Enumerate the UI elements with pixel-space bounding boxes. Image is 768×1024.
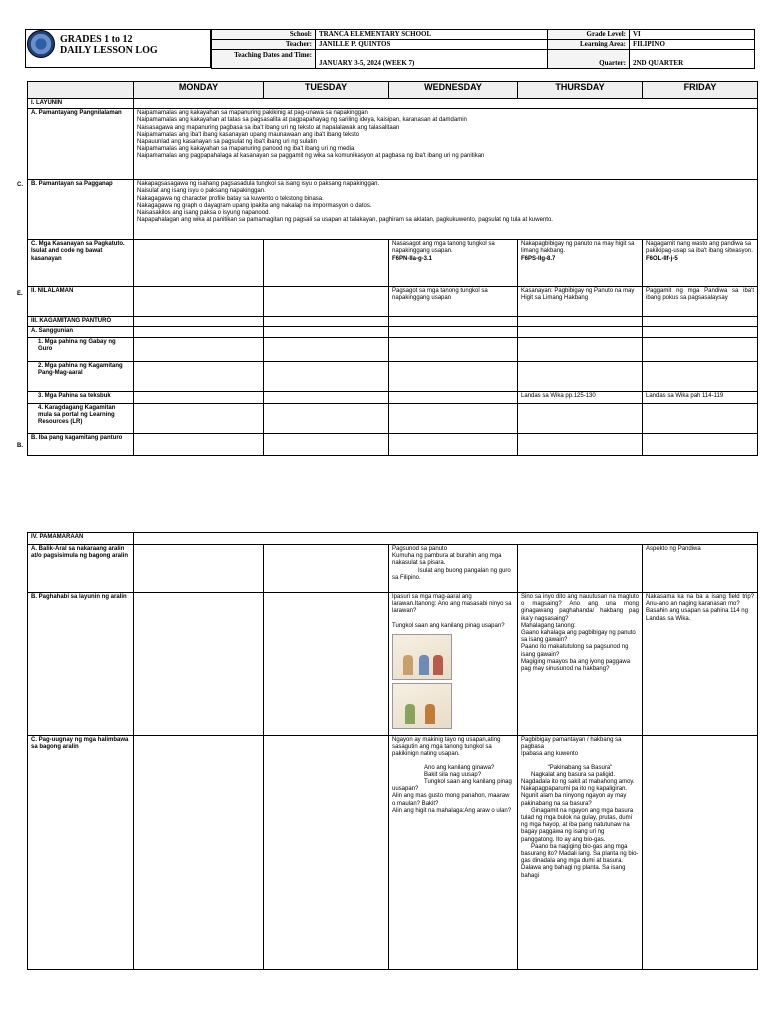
teksbuk-label: 3. Mga Pahina sa teksbuk — [28, 391, 134, 403]
list-item: Nakapagsasagawa ng isahang pagsasadula tungkol sa isang isyu o paksang napakinggan. — [137, 181, 380, 188]
list-item: Nakagagawa ng character profile batay sa kuwento o tekstong binasa. — [137, 195, 324, 202]
conversation-illustration — [392, 634, 514, 732]
iba-pang-kagamitan-label: B. Iba pang kagamitang panturo — [28, 433, 134, 455]
pamantayang-pangnilalaman-list — [134, 109, 758, 180]
list-item: Nakagagawa ng graph o dayagram upang ipakita ang nakalap na impormasyon o datos. — [137, 202, 372, 209]
day-wednesday: WEDNESDAY — [389, 82, 518, 99]
day-thursday: THURSDAY — [518, 82, 643, 99]
paghahabi-wed: Ipasuri sa mga mag-aaral ang larawan.Itanong: Ano ang masasabi ninyo sa larawan? Tungkol saan ang kanilang pinag usapan? — [389, 593, 518, 736]
school-label: School: — [212, 30, 316, 40]
nilalaman-thu: Kasanayan: Pagbibigay ng Panuto na may Higit sa Limang Hakbang — [518, 287, 643, 317]
deped-seal-icon — [27, 30, 55, 58]
pamantayan-sa-pagganap-label: B. Pamantayan sa Pagganap — [28, 180, 134, 240]
school-value: TRANCA ELEMENTARY SCHOOL — [316, 30, 548, 40]
list-item: Naisasakilos ang isang paksa o isyung napanood. — [137, 210, 271, 217]
margin-mark-e: E. — [17, 291, 23, 297]
competency-code: F6OL-IIf-j-5 — [646, 255, 678, 262]
quarter-label: Quarter: — [548, 50, 630, 69]
list-item: Naipamamalas ang pagpapahalaga at kasanayan sa paggamit ng wika sa komunikasyon at pagbasa ng iba't ibang uri ng panitikan — [137, 153, 485, 160]
section-kagamitang-panturo: III. KAGAMITANG PANTURO — [28, 317, 134, 327]
kasanayan-fri: Nagagamit nang wasto ang pandiwa sa pakikipag-usap sa iba't ibang sitwasyon. F6OL-IIf-j-5 — [643, 240, 758, 287]
header-info-table — [211, 29, 755, 69]
grade-label: Grade Level: — [548, 30, 630, 40]
teksbuk-thu: Landas sa Wika pp.125-130 — [518, 391, 643, 403]
balik-aral-label: A. Balik-Aral sa nakaraang aralin at/o pagsisimula ng bagong aralin — [28, 545, 134, 593]
margin-mark-c: C. — [17, 182, 23, 188]
pamantayang-pangnilalaman-label: A. Pamantayang Pangnilalaman — [28, 109, 134, 180]
corner-cell — [28, 82, 134, 99]
balik-aral-fri: Aspekto ng Pandiwa — [643, 545, 758, 593]
section-pamamaraan: IV. PAMAMARAAN — [28, 533, 134, 545]
kasanayan-thu: Nakapagbibigay ng panuto na may higit sa limang hakbang. F6PS-IIg-8.7 — [518, 240, 643, 287]
kasanayan-label: C. Mga Kasanayan sa Pagkatuto. Isulat and code ng bawat kasanayan — [28, 240, 134, 287]
teacher-label: Teacher: — [212, 40, 316, 50]
title-line-1: GRADES 1 to 12 — [60, 34, 133, 45]
nilalaman-wed: Pagsagot sa mga tanong tungkol sa napakinggang usapan — [389, 287, 518, 317]
list-item: Naipamamalas ang kakayahan sa mapanuring panood ng iba't ibang uri ng media — [137, 146, 355, 153]
kagamitang-pang-mag-aaral-label: 2. Mga pahina ng Kagamitang Pang-Mag-aaral — [28, 361, 134, 391]
day-monday: MONDAY — [134, 82, 264, 99]
list-item: Napauunlad ang kasanayan sa pagsulat ng iba't ibang uri ng sulatin — [137, 139, 317, 146]
area-value: FILIPINO — [630, 40, 755, 50]
list-item: Naisulat ang isang isyu o paksang napakinggan. — [137, 188, 266, 195]
competency-code: F6PS-IIg-8.7 — [521, 255, 556, 262]
day-tuesday: TUESDAY — [264, 82, 389, 99]
paghahabi-fri: Nakasama ka na ba a isang field trip? Anu-ano an naging karanasan mo? Basahin ang usapan sa pahina 114 ng Landas sa Wika. — [643, 593, 758, 736]
balik-aral-wed: Pagsunod sa panuto Kumuha ng pambura at burahin ang mga nakasulat sa pisara. Isulat ang buong pangalan ng guro sa Filipino. — [389, 545, 518, 593]
teacher-value: JANILLE P. QUINTOS — [316, 40, 548, 50]
list-item: Naipamamalas ang kakayahan sa mapanuring pakikinig at pag-unawa sa napakinggan — [137, 110, 368, 117]
kasanayan-wed: Nasasagot ang mga tanong tungkol sa napakinggang usapan. F6PN-IIa-g-3.1 — [389, 240, 518, 287]
pag-uugnay-thu: Pagbibigay pamantayan / hakbang sa pagbasa Ipabasa ang kuwento "Pakinabang sa Basura" Nagkalat ang basura sa paligid. Nagdadala ito ng sakit at mabahong amoy. Nakapagpaparumi pa ito ng kapaligiran. Ngunit alam ba ninyong ngayon ay may pakinabang na sa basura? Ginagamit na ngayon ang mga basura tulad ng mga bulok na gulay, prutas, dumi ng mga hayop, at iba pang natutunaw na bagay paggawa ng isang uri ng panggatong. Ito ay ang bio-gas. Paano ba nagiging bio-gas ang mga basurang ito? Madali lang. Sa planta ng bio-gas dinadala ang mga dumi at basura. Dalawa ang bahagi ng planta. Sa isang bahagi — [518, 736, 643, 970]
dates-value: JANUARY 3-5, 2024 (WEEK 7) — [316, 50, 548, 69]
pag-uugnay-wed: Ngayon ay makinig tayo ng usapan,ating sasagutin ang mga tanong tungkol sa pakikinign nating usapan. Ano ang kanilang ginawa? Bakit sila nag uusap? Tungkol saan ang kanilang pinag uusapan? Alin ang mas gusto mong panahon, maaraw o maulan? Bakit? Alin ang higit na mahalaga:Ang araw o ulan? — [389, 736, 518, 970]
paghahabi-label: B. Paghahabi sa layunin ng aralin — [28, 593, 134, 736]
margin-mark-b: B. — [17, 443, 23, 449]
lr-portal-label: 4. Karagdagang Kagamitan mula sa portal ng Learning Resources (LR) — [28, 403, 134, 433]
section-layunin: I. LAYUNIN — [28, 99, 134, 109]
lesson-table-bottom — [27, 532, 758, 970]
nilalaman-fri: Paggamit ng mga Pandiwa sa iba't ibang pokus sa pagsasalaysay — [643, 287, 758, 317]
children-talking-picture — [392, 634, 452, 680]
page-title — [60, 34, 158, 56]
grade-value: VI — [630, 30, 755, 40]
list-item: Naipamamalas ang kakayahan at tatas sa pagsasalita at pagpapahayag ng sariling ideya, kaisipan, karanasan at damdamin — [137, 117, 467, 124]
dates-label: Teaching Dates and Time: — [212, 50, 316, 69]
quarter-value: 2ND QUARTER — [630, 50, 755, 69]
section-nilalaman: II. NILALAMAN — [28, 287, 134, 317]
competency-code: F6PN-IIa-g-3.1 — [392, 255, 433, 262]
gabay-ng-guro-label: 1. Mga pahina ng Gabay ng Guro — [28, 337, 134, 361]
pag-uugnay-label: C. Pag-uugnay ng mga halimbawa sa bagong aralin — [28, 736, 134, 970]
day-friday: FRIDAY — [643, 82, 758, 99]
story-title: "Pakinabang sa Basura" — [547, 764, 613, 771]
pamantayan-sa-pagganap-list — [134, 180, 758, 240]
list-item: Napapahalagan ang wika at panitikan sa pamamagitan ng pagsali sa usapan at talakayan, paghiram sa aklatan, pagkukuwento, pagsulat ng tula at kuwento. — [137, 217, 553, 224]
teksbuk-fri: Landas sa Wika pah 114-119 — [643, 391, 758, 403]
list-item: Naipamamalas ang iba't ibang kasanayan upang maunawaan ang iba't ibang teksto — [137, 131, 360, 138]
list-item: Naisasagawa ang mapanuring pagbasa sa iba't ibang uri ng teksto at napalalawak ang talasalitaan — [137, 124, 400, 131]
title-line-2: DAILY LESSON LOG — [60, 45, 158, 56]
paghahabi-thu: Sino sa inyo dito ang nauutusan na magluto o magsaing? Ano ang una mong ginagawang paghahanda/ hakbang pag ika'y nagsasaing? Mahalagang tanong: Gaano kahalaga ang pagbibigay ng panuto sa isang gawain? Paano ito makatutulong sa pagsunod ng isang gawain? Magiging maayos ba ang iyong paggawa pag may sinusunod na hakbang? — [518, 593, 643, 736]
children-talking-picture-2 — [392, 683, 452, 729]
lesson-table-top — [27, 81, 758, 456]
sanggunian-label: A. Sanggunian — [28, 327, 134, 337]
area-label: Learning Area: — [548, 40, 630, 50]
